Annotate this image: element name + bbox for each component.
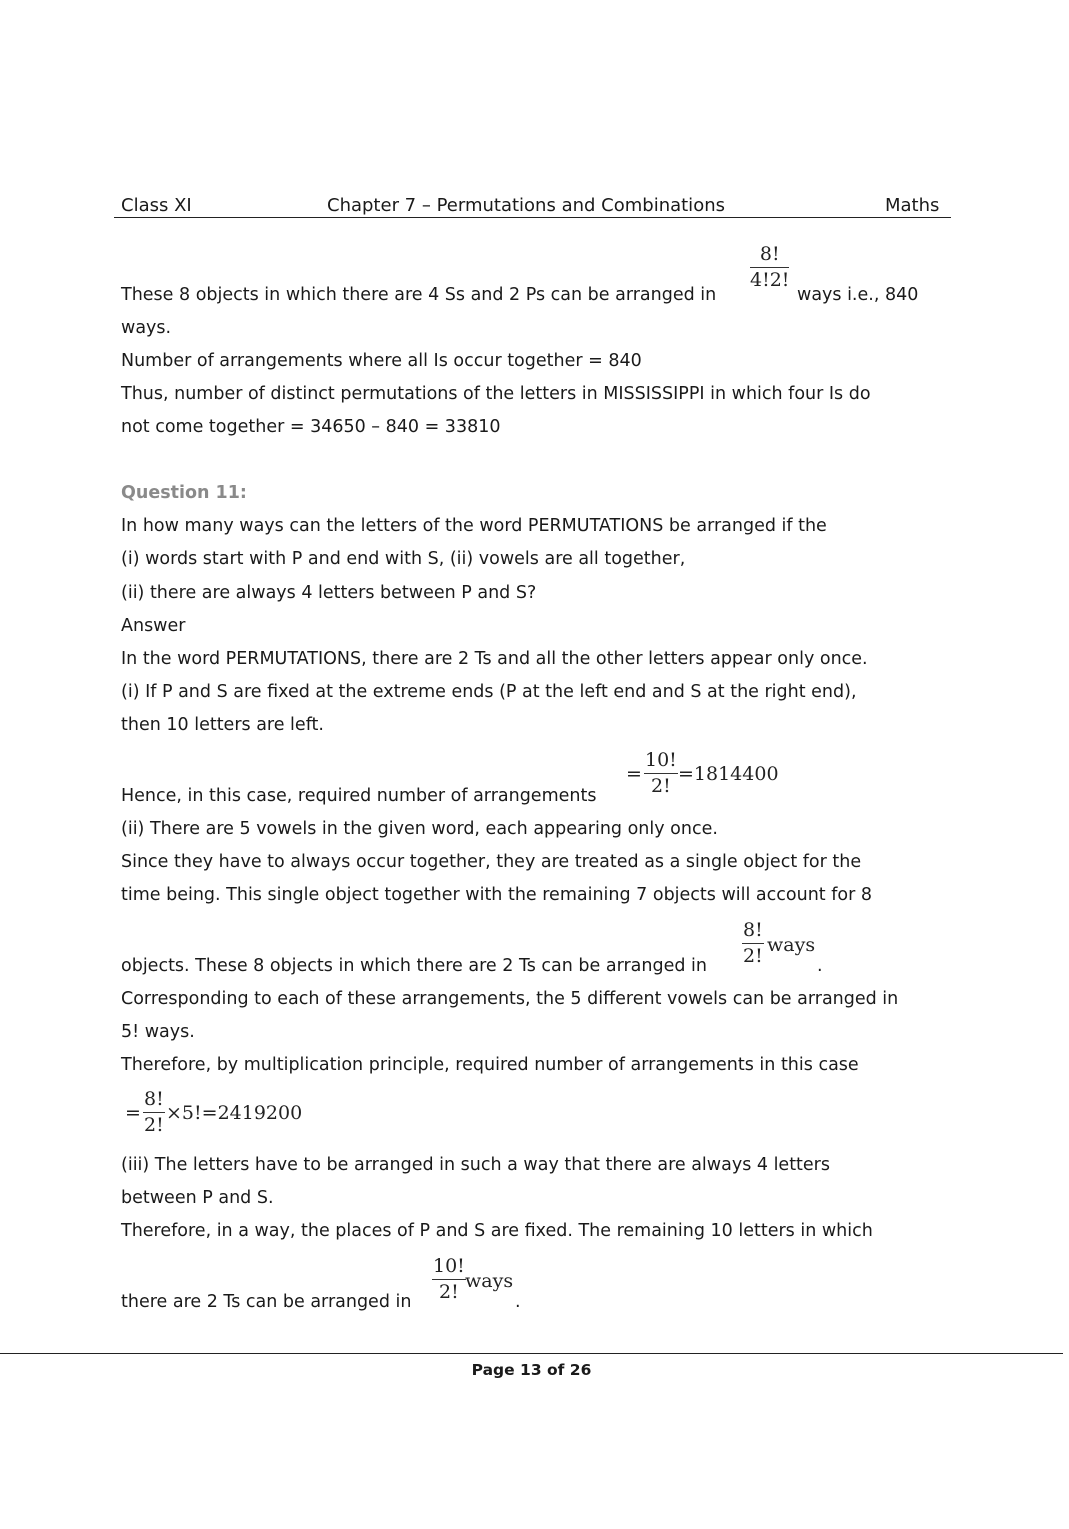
fraction-denominator: 2! [743,945,763,967]
fraction-8-over-4-2 [750,243,789,291]
answer-text: then 10 letters are left. [121,715,324,735]
fraction-numerator: 10! [432,1255,466,1280]
fraction-8-over-2 [742,919,764,967]
fraction-denominator: 2! [144,1114,164,1136]
question-text: (ii) there are always 4 letters between P and S? [121,583,537,603]
question-text: (i) words start with P and end with S, (ii) vowels are all together, [121,549,686,569]
fraction-denominator: 4!2! [750,269,790,291]
answer-text: (ii) There are 5 vowels in the given word, each appearing only once. [121,819,718,839]
answer-text: objects. These 8 objects in which there are 2 Ts can be arranged in [121,956,707,976]
answer-text: 5! ways. [121,1022,195,1042]
answer-text: Therefore, in a way, the places of P and S are fixed. The remaining 10 letters in which [121,1221,873,1241]
fraction-10-over-2 [432,1255,466,1303]
text-line: Thus, number of distinct permutations of the letters in MISSISSIPPI in which four Is do [121,384,871,404]
answer-text: (iii) The letters have to be arranged in such a way that there are always 4 letters [121,1155,830,1175]
answer-text: (i) If P and S are fixed at the extreme ends (P at the left end and S at the right end), [121,682,857,702]
fraction-denominator: 2! [439,1281,459,1303]
question-title: Question 11: [121,483,247,503]
text-line: not come together = 34650 – 840 = 33810 [121,417,501,437]
answer-text: between P and S. [121,1188,274,1208]
footer-divider [0,1353,1063,1354]
answer-text: Hence, in this case, required number of arrangements [121,786,597,806]
fraction-numerator: 10! [644,749,678,774]
header-class: Class XI [121,195,192,216]
page-number: Page 13 of 26 [471,1361,592,1379]
header-divider [114,217,951,218]
text-line: ways. [121,318,172,338]
answer-text: time being. This single object together with the remaining 7 objects will account for 8 [121,885,872,905]
header-subject: Maths [885,195,940,216]
fraction-numerator: 8! [750,243,789,268]
text-period: . [817,956,823,976]
answer-text: Therefore, by multiplication principle, required number of arrangements in this case [121,1055,859,1075]
text-line: ways i.e., 840 [797,285,919,305]
fraction-10-over-2 [644,749,678,797]
question-text: In how many ways can the letters of the word PERMUTATIONS be arranged if the [121,516,827,536]
text-line: Number of arrangements where all Is occur together = 840 [121,351,642,371]
fraction-numerator: 8! [742,919,764,944]
math-result: ×5!=2419200 [166,1102,303,1124]
equals-sign: = [125,1102,141,1124]
header-chapter-title: Chapter 7 – Permutations and Combinations [327,195,725,216]
answer-text: there are 2 Ts can be arranged in [121,1292,412,1312]
answer-text: In the word PERMUTATIONS, there are 2 Ts and all the other letters appear only once. [121,649,868,669]
math-ways: ways [767,934,816,956]
equals-sign: = [626,763,642,785]
text-line: These 8 objects in which there are 4 Ss and 2 Ps can be arranged in [121,285,717,305]
math-result: =1814400 [678,763,779,785]
fraction-numerator: 8! [143,1088,165,1113]
fraction-8-over-2 [143,1088,165,1136]
fraction-denominator: 2! [651,775,671,797]
answer-text: Corresponding to each of these arrangements, the 5 different vowels can be arranged in [121,989,899,1009]
answer-label: Answer [121,616,186,636]
math-ways: ways [465,1270,514,1292]
text-period: . [515,1292,521,1312]
answer-text: Since they have to always occur together, they are treated as a single object for the [121,852,862,872]
